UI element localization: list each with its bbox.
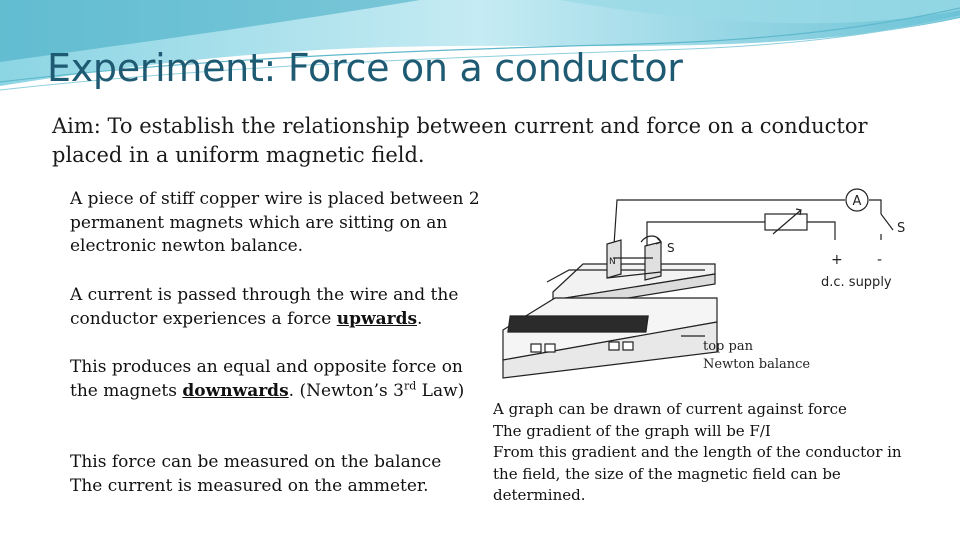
south-pole-label: S: [667, 241, 675, 255]
graph-note-1: A graph can be drawn of current against force: [493, 400, 847, 418]
graph-notes: [493, 399, 923, 507]
minus-terminal: -: [877, 252, 883, 268]
measurement-description: [70, 451, 480, 498]
current-text-end: .: [417, 308, 423, 329]
measurement-line-2: The current is measured on the ammeter.: [70, 475, 429, 496]
aim-text: Aim: To establish the relationship between current and force on a conductor placed in a uniform magnetic field.: [52, 114, 868, 167]
newton-third-law-description: [70, 356, 480, 403]
top-pan-label: top pan: [703, 339, 753, 354]
downwards-emphasis: downwards: [182, 380, 289, 401]
current-text: A current is passed through the wire and the conductor experiences a force: [70, 285, 459, 329]
newton-text: . (Newton’s 3: [288, 380, 404, 401]
measurement-line-1: This force can be measured on the balance: [70, 452, 442, 472]
plus-terminal: +: [831, 252, 843, 268]
apparatus-diagram: [485, 182, 921, 382]
graph-note-3: From this gradient and the length of the conductor in the field, the size of the magnetic field can be determined.: [493, 443, 902, 504]
wire-description: A piece of stiff copper wire is placed between 2 permanent magnets which are sitting on an electronic newton balance.: [70, 189, 480, 256]
law-text: Law): [416, 380, 465, 401]
switch-label: S: [897, 221, 906, 236]
ammeter-symbol: A: [852, 194, 862, 209]
graph-note-2: The gradient of the graph will be F/I: [493, 421, 771, 440]
north-pole-label: N: [609, 257, 616, 267]
ordinal-superscript: rd: [403, 378, 417, 392]
dc-supply-label: d.c. supply: [821, 275, 892, 290]
current-description: [70, 284, 480, 331]
slide-title: Experiment: Force on a conductor: [47, 46, 683, 90]
newton-balance-label: Newton balance: [703, 357, 811, 372]
upwards-emphasis: upwards: [336, 308, 418, 329]
force-text: This produces an equal and opposite force on the magnets: [70, 357, 463, 401]
